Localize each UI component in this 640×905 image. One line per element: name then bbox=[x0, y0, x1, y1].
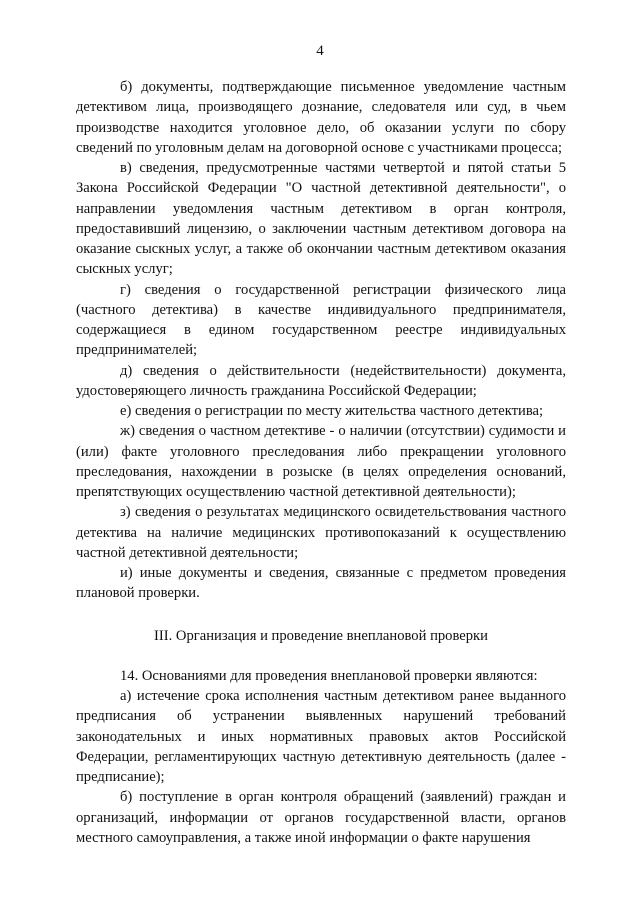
paragraph-a-deadline-expiry: а) истечение срока исполнения частным детективом ранее выданного предписания об устранении выявленных нарушений требований законодательных и иных нормативных правовых актов Российской Федерации, регламентирующих частную детективную деятельность (далее - предписание); bbox=[76, 688, 566, 785]
document-body bbox=[76, 77, 566, 848]
page-number: 4 bbox=[316, 43, 324, 59]
paragraph-14-grounds: 14. Основаниями для проведения внеплановой проверки являются: bbox=[120, 667, 538, 684]
paragraph-zh-criminal-record: ж) сведения о частном детективе - о наличии (отсутствии) судимости и (или) факте уголовного преследования либо прекращении уголовного преследования, нахождении в розыске (в целях определения оснований, препятствующих осуществлению частной детективной деятельности); bbox=[76, 423, 566, 500]
paragraph-d-id-validity: д) сведения о действительности (недействительности) документа, удостоверяющего личность гражданина Российской Федерации; bbox=[76, 362, 566, 399]
paragraph-v-information: в) сведения, предусмотренные частями четвертой и пятой статьи 5 Закона Российской Федерации "О частной детективной деятельности", о направлении уведомления частным детективом в орган контроля, предоставивший лицензию, о заключении частным детективом договора на оказание сыскных услуг, а также об окончании частным детективом оказания сыскных услуг; bbox=[76, 160, 566, 278]
paragraph-b-complaints: б) поступление в орган контроля обращений (заявлений) граждан и организаций, информации от органов государственной власти, органов местного самоуправления, а также иной информации о факте нарушения bbox=[76, 789, 566, 846]
paragraph-g-registration: г) сведения о государственной регистрации физического лица (частного детектива) в качестве индивидуального предпринимателя, содержащиеся в едином государственном реестре индивидуальных предпринимателей; bbox=[76, 281, 566, 359]
paragraph-z-medical: з) сведения о результатах медицинского освидетельствования частного детектива на наличие медицинских противопоказаний к осуществлению частной детективной деятельности; bbox=[76, 504, 566, 561]
paragraph-i-other-documents: и) иные документы и сведения, связанные с предметом проведения плановой проверки. bbox=[76, 565, 566, 602]
section-heading: III. Организация и проведение внеплановой проверки bbox=[154, 627, 488, 644]
paragraph-b-documents: б) документы, подтверждающие письменное уведомление частным детективом лица, производящего дознание, следователя или суд, в чьем производстве находится уголовное дело, об оказании услуги по сбору сведений по уголовным делам на договорной основе с участниками процесса; bbox=[76, 79, 566, 156]
paragraph-e-residence: е) сведения о регистрации по месту жительства частного детектива; bbox=[120, 403, 544, 419]
